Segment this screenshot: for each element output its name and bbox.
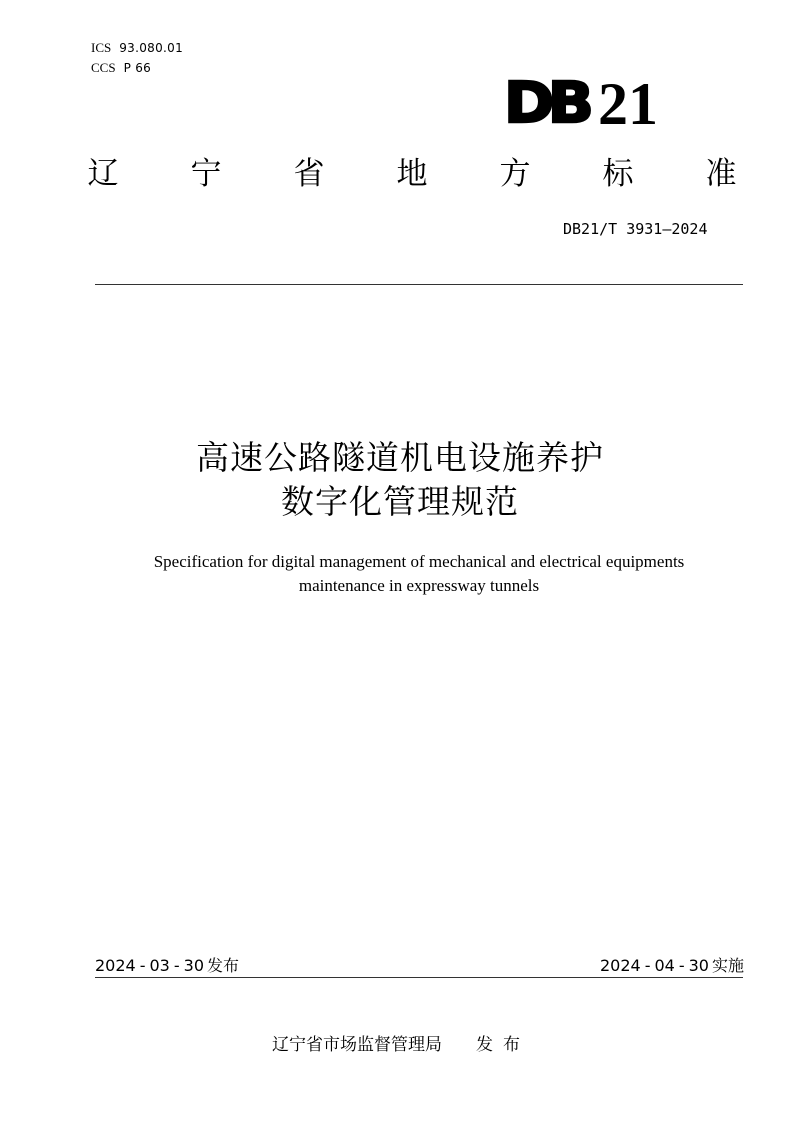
date-separator: - [644, 956, 651, 975]
ccs-code-row [91, 58, 183, 78]
logo-number: 21 [598, 71, 658, 137]
implementation-month: 04 [654, 956, 675, 975]
ics-code-row [91, 38, 183, 58]
issue-year: 2024 [95, 956, 136, 975]
logo-prefix: DB [504, 71, 588, 136]
implementation-year: 2024 [599, 956, 641, 975]
date-separator: - [139, 956, 146, 975]
publisher-name: 辽宁省市场监督管理局 [272, 1035, 442, 1055]
issuer-heading-char: 地 [396, 156, 428, 192]
issuer-heading-char: 方 [499, 156, 531, 192]
publisher [272, 1033, 530, 1057]
issuer-heading-char: 准 [705, 156, 737, 192]
ccs-value: P 66 [123, 61, 152, 75]
standard-number: DB21/T 3931—2024 [563, 220, 708, 238]
db21-logo [504, 71, 658, 137]
issuer-heading [72, 152, 752, 196]
bottom-divider [95, 977, 743, 978]
title-chinese-line-2: 数字化管理规范 [281, 482, 519, 521]
issue-label: 发布 [207, 956, 240, 975]
top-divider [95, 284, 743, 285]
issuer-heading-char: 辽 [87, 156, 119, 192]
date-separator: - [678, 956, 685, 975]
title-english-line-1: Specification for digital management of mechanical and electrical equipments [153, 552, 685, 571]
ccs-label: CCS [91, 60, 116, 75]
issue-day: 30 [183, 956, 204, 975]
issuer-heading-char: 标 [602, 156, 634, 192]
ics-label: ICS [91, 40, 112, 55]
issue-month: 03 [149, 956, 170, 975]
issue-date [95, 955, 239, 977]
title-chinese [0, 436, 800, 524]
date-separator: - [173, 956, 180, 975]
publisher-action: 发布 [476, 1035, 530, 1055]
title-english-line-2: maintenance in expressway tunnels [298, 576, 540, 595]
title-chinese-line-1: 高速公路隧道机电设施养护 [196, 438, 604, 477]
issuer-heading-char: 省 [293, 156, 325, 192]
title-english [0, 550, 800, 598]
issuer-heading-char: 宁 [190, 156, 222, 192]
implementation-day: 30 [688, 956, 709, 975]
implementation-label: 实施 [711, 956, 744, 975]
implementation-date [600, 955, 744, 977]
ics-value: 93.080.01 [119, 41, 184, 55]
classification-codes [91, 38, 183, 78]
